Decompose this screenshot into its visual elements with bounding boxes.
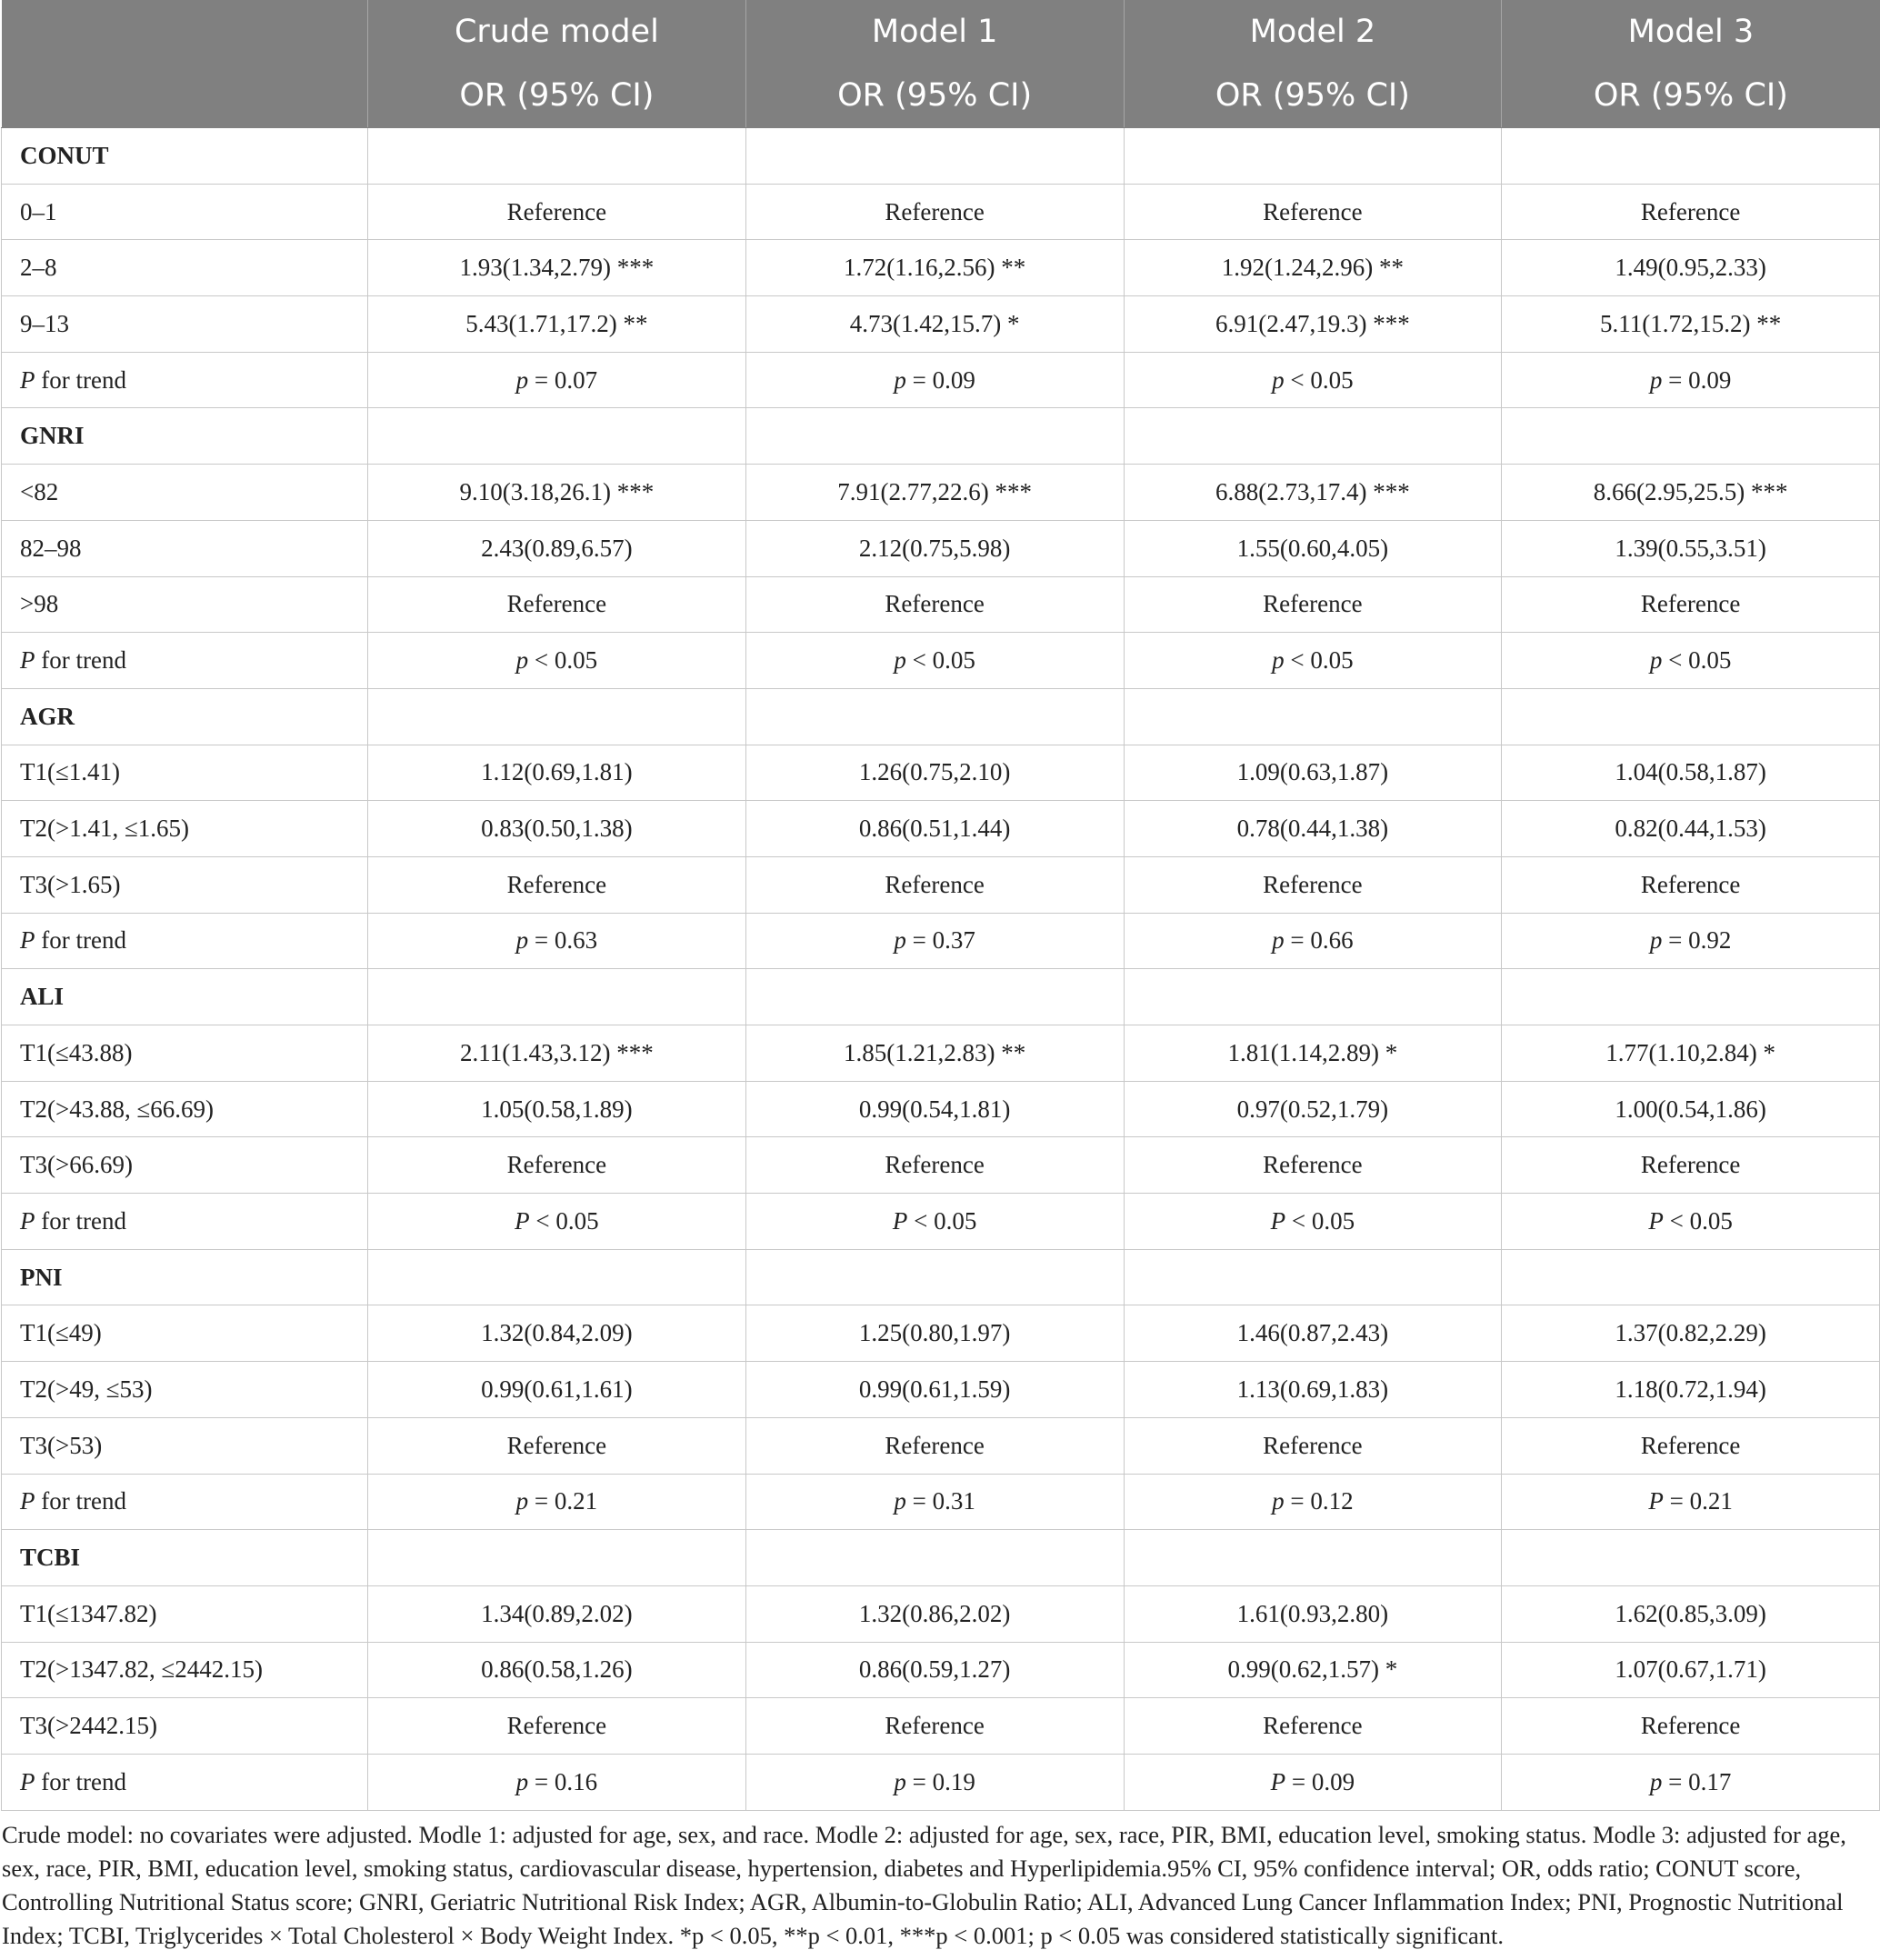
row-label: 82–98 (2, 520, 368, 576)
or-cell: 0.99(0.54,1.81) (745, 1081, 1124, 1137)
or-cell: 2.43(0.89,6.57) (368, 520, 746, 576)
row-label: T3(>1.65) (2, 856, 368, 913)
header-col-crude: Crude model (368, 0, 746, 64)
or-cell: Reference (368, 1698, 746, 1755)
section-label: ALI (2, 969, 368, 1025)
trend-row (2, 633, 1880, 689)
or-cell: Reference (1124, 1417, 1502, 1474)
trend-cell: P < 0.05 (1502, 1194, 1880, 1250)
trend-row (2, 913, 1880, 969)
or-cell: 4.73(1.42,15.7) * (745, 296, 1124, 353)
or-cell: 5.43(1.71,17.2) ** (368, 296, 746, 353)
trend-row (2, 352, 1880, 408)
or-cell: Reference (745, 184, 1124, 240)
or-cell: 0.86(0.59,1.27) (745, 1642, 1124, 1698)
or-cell: 1.55(0.60,4.05) (1124, 520, 1502, 576)
empty-cell (1502, 969, 1880, 1025)
row-label (2, 913, 368, 969)
or-cell: 0.86(0.58,1.26) (368, 1642, 746, 1698)
or-cell: 1.00(0.54,1.86) (1502, 1081, 1880, 1137)
table-row (2, 240, 1880, 296)
trend-cell: p = 0.92 (1502, 913, 1880, 969)
or-cell: Reference (368, 1137, 746, 1194)
or-cell: 7.91(2.77,22.6) *** (745, 465, 1124, 521)
empty-cell (745, 128, 1124, 185)
table-row (2, 576, 1880, 633)
table-row (2, 465, 1880, 521)
or-cell: 1.49(0.95,2.33) (1502, 240, 1880, 296)
empty-cell (1502, 688, 1880, 745)
table-row (2, 1585, 1880, 1642)
table-body (2, 128, 1880, 1811)
empty-cell (368, 408, 746, 465)
or-cell: Reference (368, 856, 746, 913)
row-label-text: P for trend (20, 926, 126, 955)
or-cell: 1.18(0.72,1.94) (1502, 1362, 1880, 1418)
table-row (2, 856, 1880, 913)
table-row (2, 520, 1880, 576)
trend-cell: p < 0.05 (368, 633, 746, 689)
or-cell: 1.25(0.80,1.97) (745, 1305, 1124, 1362)
section-row (2, 408, 1880, 465)
header-or-ci: OR (95% CI) (368, 64, 746, 128)
or-cell: 6.88(2.73,17.4) *** (1124, 465, 1502, 521)
or-cell: 6.91(2.47,19.3) *** (1124, 296, 1502, 353)
row-label (2, 352, 368, 408)
trend-cell: p = 0.66 (1124, 913, 1502, 969)
or-cell: 1.04(0.58,1.87) (1502, 745, 1880, 801)
or-cell: 1.85(1.21,2.83) ** (745, 1025, 1124, 1082)
trend-cell: p < 0.05 (1124, 633, 1502, 689)
section-label: AGR (2, 688, 368, 745)
trend-cell: p = 0.17 (1502, 1754, 1880, 1810)
empty-cell (1124, 1530, 1502, 1586)
or-cell: 5.11(1.72,15.2) ** (1502, 296, 1880, 353)
trend-row (2, 1754, 1880, 1810)
or-cell: 2.11(1.43,3.12) *** (368, 1025, 746, 1082)
table-footnote: Crude model: no covariates were adjusted. Modle 1: adjusted for age, sex, and race. Modle 2: adjusted for age, sex, race, PIR, BMI, education level, smoking status. Modle 3: adjusted for age, sex, race, PIR, BMI, education level, smoking status, cardiovascular disease, hypertension, diabetes and Hyperlipidemia.95% CI, 95% confidence interval; OR, odds ratio; CONUT score, Controlling Nutritional Status score; GNRI, Geriatric Nutritional Risk Index; AGR, Albumin-to-Globulin Ratio; ALI, Advanced Lung Cancer Inflammation Index; PNI, Prognostic Nutritional Index; TCBI, Triglycerides × Total Cholesterol × Body Weight Index. *p < 0.05, **p < 0.01, ***p < 0.001; p < 0.05 was considered statistically significant. (2, 1820, 1846, 1949)
trend-row (2, 1194, 1880, 1250)
or-cell: 0.97(0.52,1.79) (1124, 1081, 1502, 1137)
empty-cell (1124, 408, 1502, 465)
empty-cell (368, 1249, 746, 1305)
row-label-text: P for trend (20, 646, 126, 675)
trend-cell: p = 0.12 (1124, 1474, 1502, 1530)
or-cell: Reference (1502, 184, 1880, 240)
table-row (2, 1305, 1880, 1362)
trend-cell: P < 0.05 (368, 1194, 746, 1250)
trend-cell: p = 0.31 (745, 1474, 1124, 1530)
or-cell: 0.82(0.44,1.53) (1502, 801, 1880, 857)
table-row (2, 1362, 1880, 1418)
row-label: T3(>66.69) (2, 1137, 368, 1194)
section-row (2, 1249, 1880, 1305)
trend-cell: p = 0.63 (368, 913, 746, 969)
or-cell: 1.77(1.10,2.84) * (1502, 1025, 1880, 1082)
empty-cell (745, 408, 1124, 465)
row-label (2, 633, 368, 689)
or-cell: 0.86(0.51,1.44) (745, 801, 1124, 857)
empty-cell (1502, 1530, 1880, 1586)
empty-cell (368, 688, 746, 745)
trend-cell: p = 0.07 (368, 352, 746, 408)
trend-cell: P = 0.21 (1502, 1474, 1880, 1530)
section-label: PNI (2, 1249, 368, 1305)
or-cell: 0.99(0.61,1.61) (368, 1362, 746, 1418)
trend-cell: p < 0.05 (745, 633, 1124, 689)
empty-cell (745, 969, 1124, 1025)
header-corner (2, 0, 368, 64)
row-label (2, 1194, 368, 1250)
or-cell: 0.78(0.44,1.38) (1124, 801, 1502, 857)
trend-cell: P = 0.09 (1124, 1754, 1502, 1810)
empty-cell (745, 1530, 1124, 1586)
or-cell: Reference (745, 1698, 1124, 1755)
trend-cell: P < 0.05 (1124, 1194, 1502, 1250)
table-row (2, 1698, 1880, 1755)
row-label: <82 (2, 465, 368, 521)
or-cell: Reference (745, 576, 1124, 633)
table-row (2, 801, 1880, 857)
trend-cell: p = 0.19 (745, 1754, 1124, 1810)
header-row-models (2, 0, 1880, 64)
or-cell: Reference (1502, 1417, 1880, 1474)
row-label: T2(>49, ≤53) (2, 1362, 368, 1418)
header-or-ci: OR (95% CI) (745, 64, 1124, 128)
header-or-ci: OR (95% CI) (1502, 64, 1880, 128)
row-label: T1(≤49) (2, 1305, 368, 1362)
empty-cell (1124, 1249, 1502, 1305)
or-cell: 1.39(0.55,3.51) (1502, 520, 1880, 576)
or-cell: 8.66(2.95,25.5) *** (1502, 465, 1880, 521)
header-row-or (2, 64, 1880, 128)
trend-cell: p < 0.05 (1502, 633, 1880, 689)
empty-cell (1124, 128, 1502, 185)
trend-cell: p = 0.37 (745, 913, 1124, 969)
or-cell: Reference (745, 1417, 1124, 1474)
or-cell: 0.99(0.62,1.57) * (1124, 1642, 1502, 1698)
section-row (2, 969, 1880, 1025)
or-cell: 1.92(1.24,2.96) ** (1124, 240, 1502, 296)
row-label-text: P for trend (20, 1767, 126, 1795)
header-or-ci: OR (95% CI) (1124, 64, 1502, 128)
trend-cell: p < 0.05 (1124, 352, 1502, 408)
or-cell: Reference (368, 1417, 746, 1474)
trend-cell: p = 0.21 (368, 1474, 746, 1530)
section-label: TCBI (2, 1530, 368, 1586)
or-cell: Reference (1502, 1137, 1880, 1194)
trend-cell: P < 0.05 (745, 1194, 1124, 1250)
or-cell: 1.12(0.69,1.81) (368, 745, 746, 801)
or-cell: 1.05(0.58,1.89) (368, 1081, 746, 1137)
section-label: CONUT (2, 128, 368, 185)
row-label: T1(≤43.88) (2, 1025, 368, 1082)
or-cell: 1.93(1.34,2.79) *** (368, 240, 746, 296)
empty-cell (1502, 128, 1880, 185)
empty-cell (1502, 408, 1880, 465)
or-cell: Reference (1124, 856, 1502, 913)
empty-cell (368, 1530, 746, 1586)
header-col-model2: Model 2 (1124, 0, 1502, 64)
table-header (2, 0, 1880, 128)
or-cell: 1.81(1.14,2.89) * (1124, 1025, 1502, 1082)
or-cell: 1.62(0.85,3.09) (1502, 1585, 1880, 1642)
table-row (2, 184, 1880, 240)
or-cell: Reference (1502, 576, 1880, 633)
or-cell: Reference (745, 1137, 1124, 1194)
trend-cell: p = 0.16 (368, 1754, 746, 1810)
table-row (2, 1081, 1880, 1137)
row-label (2, 1474, 368, 1530)
header-col-model1: Model 1 (745, 0, 1124, 64)
results-table (1, 0, 1880, 1811)
or-cell: Reference (1124, 184, 1502, 240)
or-cell: 1.61(0.93,2.80) (1124, 1585, 1502, 1642)
row-label: >98 (2, 576, 368, 633)
or-cell: 0.99(0.61,1.59) (745, 1362, 1124, 1418)
row-label: T1(≤1.41) (2, 745, 368, 801)
empty-cell (368, 128, 746, 185)
header-col-model3: Model 3 (1502, 0, 1880, 64)
row-label-text: P for trend (20, 1206, 126, 1235)
or-cell: 0.83(0.50,1.38) (368, 801, 746, 857)
or-cell: 1.34(0.89,2.02) (368, 1585, 746, 1642)
table-row (2, 1025, 1880, 1082)
header-corner-2 (2, 64, 368, 128)
or-cell: 1.09(0.63,1.87) (1124, 745, 1502, 801)
empty-cell (368, 969, 746, 1025)
section-row (2, 1530, 1880, 1586)
table-row (2, 1417, 1880, 1474)
or-cell: 1.37(0.82,2.29) (1502, 1305, 1880, 1362)
or-cell: 1.72(1.16,2.56) ** (745, 240, 1124, 296)
or-cell: Reference (745, 856, 1124, 913)
trend-cell: p = 0.09 (745, 352, 1124, 408)
table-row (2, 1137, 1880, 1194)
or-cell: 1.13(0.69,1.83) (1124, 1362, 1502, 1418)
row-label: 2–8 (2, 240, 368, 296)
row-label: T1(≤1347.82) (2, 1585, 368, 1642)
or-cell: Reference (1502, 1698, 1880, 1755)
table-row (2, 296, 1880, 353)
or-cell: Reference (1124, 1698, 1502, 1755)
empty-cell (1124, 688, 1502, 745)
row-label: 0–1 (2, 184, 368, 240)
row-label: 9–13 (2, 296, 368, 353)
or-cell: Reference (1502, 856, 1880, 913)
trend-row (2, 1474, 1880, 1530)
empty-cell (1124, 969, 1502, 1025)
or-cell: 1.32(0.86,2.02) (745, 1585, 1124, 1642)
section-row (2, 128, 1880, 185)
section-label: GNRI (2, 408, 368, 465)
row-label: T2(>1347.82, ≤2442.15) (2, 1642, 368, 1698)
row-label (2, 1754, 368, 1810)
empty-cell (1502, 1249, 1880, 1305)
or-cell: 1.46(0.87,2.43) (1124, 1305, 1502, 1362)
empty-cell (745, 688, 1124, 745)
or-cell: 9.10(3.18,26.1) *** (368, 465, 746, 521)
section-row (2, 688, 1880, 745)
trend-cell: p = 0.09 (1502, 352, 1880, 408)
empty-cell (745, 1249, 1124, 1305)
row-label: T3(>53) (2, 1417, 368, 1474)
row-label: T2(>1.41, ≤1.65) (2, 801, 368, 857)
or-cell: 1.07(0.67,1.71) (1502, 1642, 1880, 1698)
or-cell: Reference (1124, 1137, 1502, 1194)
or-cell: Reference (368, 184, 746, 240)
table-row (2, 745, 1880, 801)
or-cell: 1.26(0.75,2.10) (745, 745, 1124, 801)
table-row (2, 1642, 1880, 1698)
row-label-text: P for trend (20, 1487, 126, 1515)
or-cell: 1.32(0.84,2.09) (368, 1305, 746, 1362)
row-label-text: P for trend (20, 365, 126, 394)
row-label: T2(>43.88, ≤66.69) (2, 1081, 368, 1137)
or-cell: 2.12(0.75,5.98) (745, 520, 1124, 576)
or-cell: Reference (1124, 576, 1502, 633)
or-cell: Reference (368, 576, 746, 633)
row-label: T3(>2442.15) (2, 1698, 368, 1755)
